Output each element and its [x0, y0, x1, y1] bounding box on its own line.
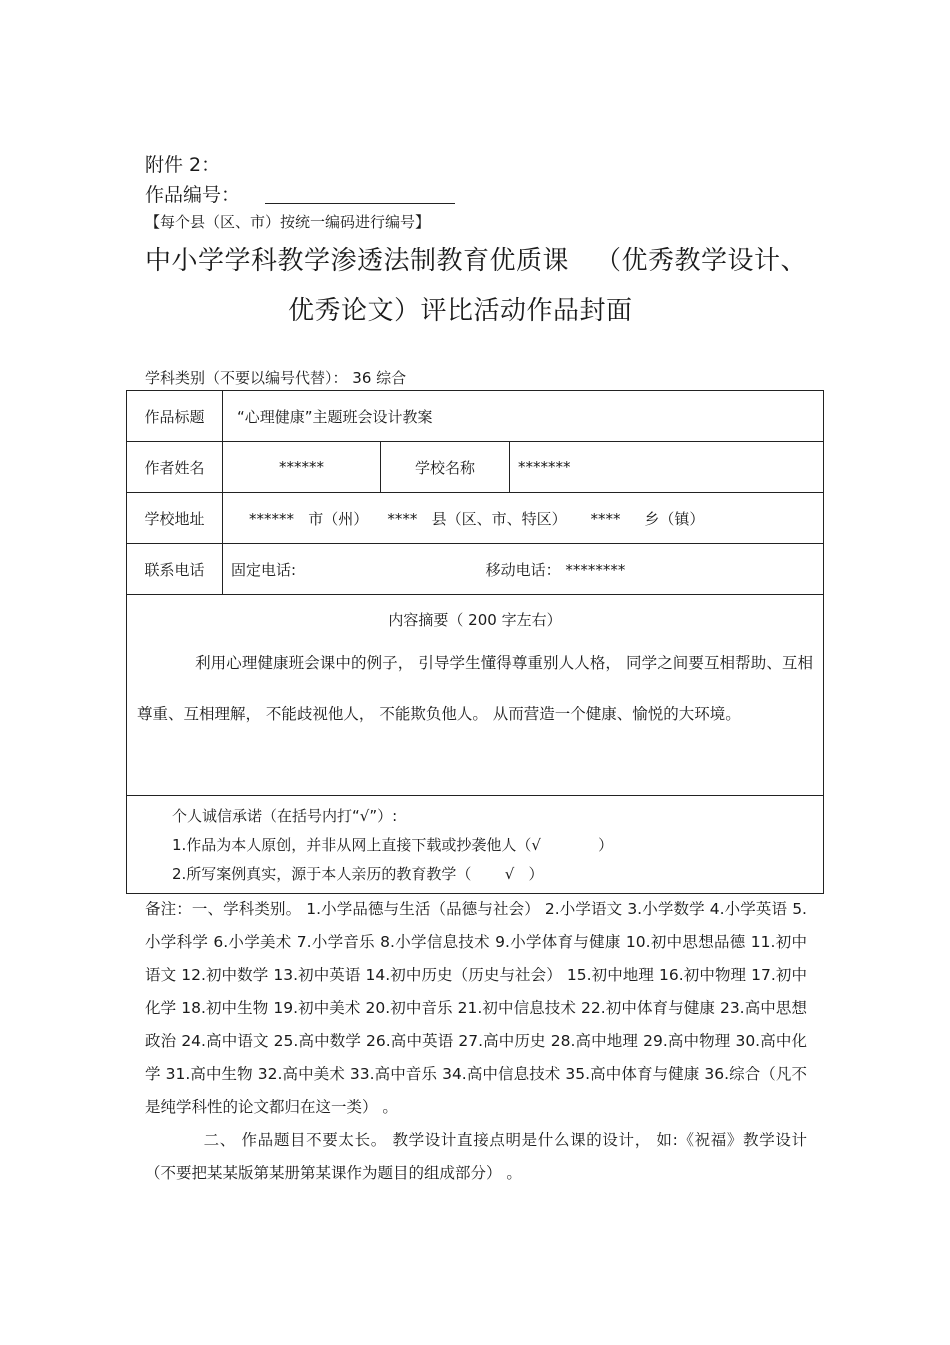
work-number-label: 作品编号：	[145, 184, 241, 206]
landline-label: 固定电话:	[231, 560, 297, 579]
author-label: 作者姓名	[127, 442, 223, 493]
school-name-label: 学校名称	[381, 442, 510, 493]
page-title-line2: 优秀论文）评比活动作品封面	[288, 296, 633, 326]
summary-text: 利用心理健康班会课中的例子， 引导学生懂得尊重别人人格， 同学之间要互相帮助、互相尊重、互相理解， 不能歧视他人， 不能欺负他人。 从而营造一个健康、愉悦的大环境。	[137, 654, 813, 723]
phone-cell	[223, 544, 824, 595]
work-title-value: “心理健康”主题班会设计教案	[223, 391, 824, 442]
honesty-heading: 个人诚信承诺（在括号内打“√”）:	[172, 807, 398, 825]
school-name-value: *******	[510, 442, 824, 493]
phone-label: 联系电话	[127, 544, 223, 595]
row-phone	[127, 544, 824, 595]
work-title-label: 作品标题	[127, 391, 223, 442]
cover-form-table	[126, 390, 824, 894]
row-author	[127, 442, 824, 493]
summary-heading: 内容摘要（ 200 字左右）	[388, 611, 562, 629]
honesty-item-2: 2.所写案例真实，源于本人亲历的教育教学（ √ ）	[172, 865, 544, 883]
row-honesty	[127, 796, 824, 894]
address-label: 学校地址	[127, 493, 223, 544]
subject-category: 学科类别（不要以编号代替）： 36 综合	[145, 369, 407, 387]
honesty-item-1: 1.作品为本人原创，并非从网上直接下载或抄袭他人（√ ）	[172, 836, 614, 854]
row-work-title	[127, 391, 824, 442]
row-address	[127, 493, 824, 544]
note-title-advice-block	[145, 1124, 807, 1190]
numbering-note: 【每个县（区、市）按统一编码进行编号】	[145, 213, 431, 231]
summary-cell	[127, 595, 824, 796]
work-number-field[interactable]	[265, 203, 455, 204]
summary-text-block	[127, 638, 823, 740]
note-subject-list: 备注：一、学科类别。 1.小学品德与生活（品德与社会） 2.小学语文 3.小学数学 4.小学英语 5.小学科学 6.小学美术 7.小学音乐 8.小学信息技术 9.小学体育与健康 10.初中思想品德 11.初中语文 12.初中数学 13.初中英语 14.初中历史（历史与社会） 15.初中地理 16.初中物理 17.初中化学 18.初中生物 19.初中美术 20.初中音乐 21.初中信息技术 22.初中体育与健康 23.高中思想政治 24.高中语文 25.高中数学 26.高中英语 27.高中历史 28.高中地理 29.高中物理 30.高中化学 31.高中生物 32.高中美术 33.高中音乐 34.高中信息技术 35.高中体育与健康 36.综合（凡不是纯学科性的论文都归在这一类） 。	[145, 900, 807, 1116]
note-title-advice: 二、 作品题目不要太长。 教学设计直接点明是什么课的设计， 如:《祝福》教学设计（不要把某某版第某册第某课作为题目的组成部分） 。	[145, 1131, 807, 1182]
page-title-line1	[145, 240, 807, 277]
honesty-cell	[127, 796, 824, 894]
attachment-label: 附件 2：	[145, 154, 221, 176]
author-value: ******	[223, 442, 381, 493]
address-value: ****** 市（州） **** 县（区、市、特区） **** 乡（镇）	[223, 493, 824, 544]
title-part-a: 中小学学科教学渗透法制教育优质课	[145, 246, 570, 276]
mobile-label: 移动电话：	[485, 560, 561, 579]
mobile-value: ********	[565, 560, 626, 579]
row-summary	[127, 595, 824, 796]
title-part-b: （优秀教学设计、	[595, 246, 808, 276]
notes-section	[145, 893, 807, 1190]
